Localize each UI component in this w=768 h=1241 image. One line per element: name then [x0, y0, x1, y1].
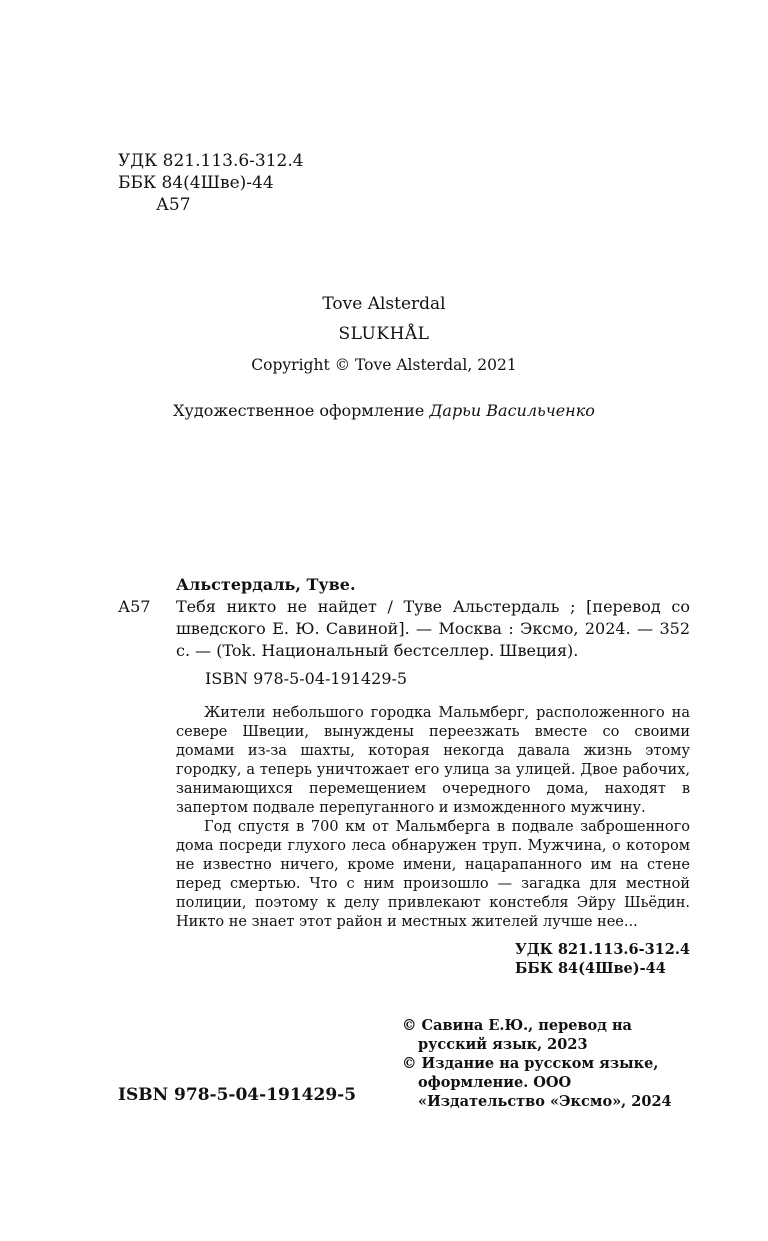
annotation-paragraph: Год спустя в 700 км от Мальмберга в подвале заброшенного дома посреди глухого леса обнаружен труп. Мужчина, о котором не известно ничего, кроме имени, нацарапанного им на стене перед смертью. Что с ним произошло — загадка для местной полиции, поэтому к делу привлекают констебля Эйру Шьёдин. Никто не знает этот район и местных жителей лучше нее... — [176, 819, 690, 930]
header-classification-codes — [118, 150, 304, 216]
bibliographic-isbn: ISBN 978-5-04-191429-5 — [205, 669, 408, 688]
original-copyright: Copyright © Tove Alsterdal, 2021 — [251, 356, 517, 374]
design-credit-prefix: Художественное оформление — [173, 401, 425, 420]
design-credit-name: Дарьи Васильченко — [429, 401, 595, 420]
bibliographic-author-mark: А57 — [118, 597, 151, 616]
original-author: Tove Alsterdal — [322, 294, 446, 314]
annotation-paragraph: Жители небольшого городка Мальмберг, расположенного на севере Швеции, вынуждены переезжать вместе со своими домами из-за шахты, которая некогда давала жизнь этому городку, а теперь уничтожает его улица за улицей. Двое рабочих, занимающихся перемещением очередного дома, находят в запертом подвале перепуганного и изможденного мужчину. — [176, 705, 690, 816]
footer-bbk-code: ББК 84(4Шве)-44 — [514, 960, 666, 977]
header-bbk-code: ББК 84(4Шве)-44 — [118, 173, 274, 193]
bibliographic-heading: Альстердаль, Туве. — [176, 575, 356, 594]
original-title: SLUKHÅL — [338, 324, 430, 344]
translation-copyright: © Савина Е.Ю., перевод на русский язык, 2023 — [402, 1017, 632, 1053]
copyright-notices — [402, 1016, 692, 1111]
annotation — [176, 704, 690, 932]
header-author-mark: А57 — [156, 195, 191, 215]
bibliographic-record — [118, 574, 690, 690]
design-credit — [0, 401, 768, 420]
edition-copyright: © Издание на русском языке, оформление. ООО «Издательство «Эксмо», 2024 — [402, 1055, 672, 1110]
isbn-bottom: ISBN 978-5-04-191429-5 — [118, 1085, 357, 1105]
bibliographic-description: Тебя никто не найдет / Туве Альстердаль ; [перевод со шведского Е. Ю. Савиной]. — Москва : Эксмо, 2024. — 352 с. — (Tok. Национальный бестселлер. Швеция). — [176, 597, 690, 660]
header-udk-code: УДК 821.113.6-312.4 — [118, 151, 304, 171]
footer-udk-code: УДК 821.113.6-312.4 — [514, 941, 690, 958]
footer-classification-codes — [515, 940, 690, 978]
